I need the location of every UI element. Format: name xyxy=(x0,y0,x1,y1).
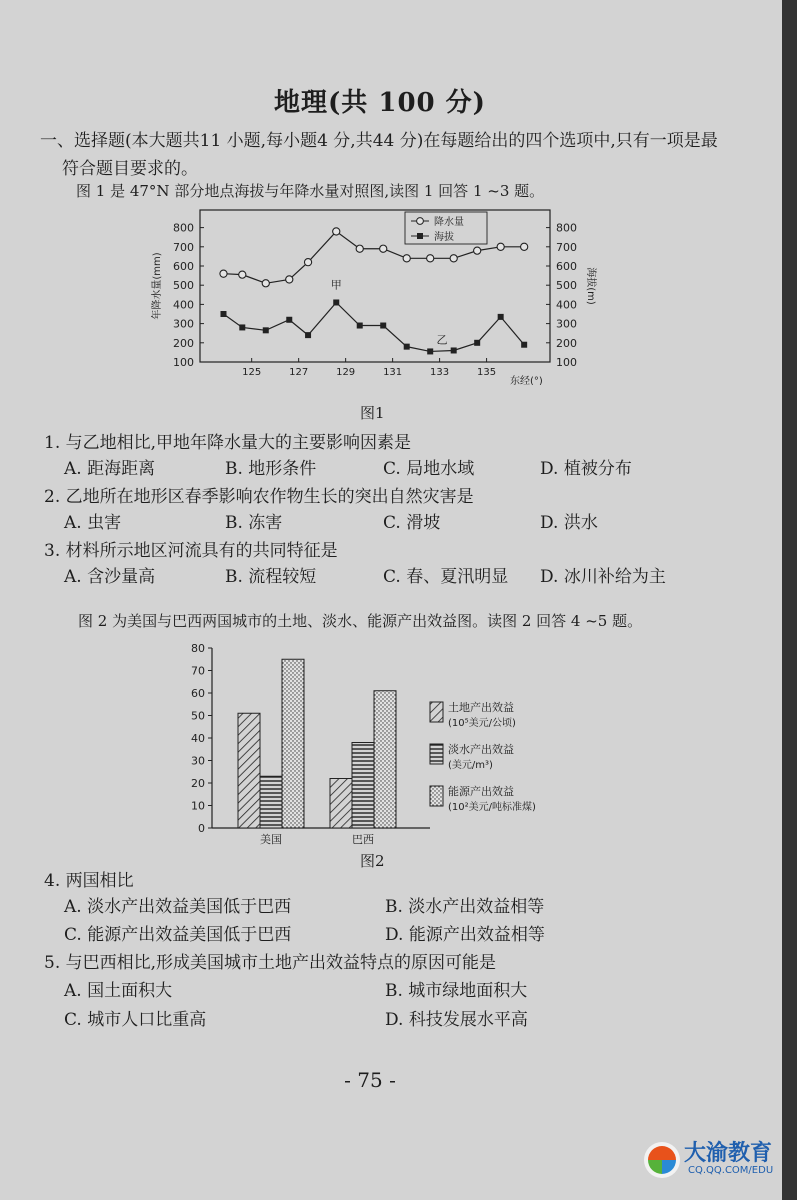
legend-swatch xyxy=(430,744,443,764)
precip-point xyxy=(403,255,410,262)
legend-series-label: 土地产出效益 xyxy=(448,701,514,714)
y-right-tick-label: 400 xyxy=(556,298,577,312)
precip-point xyxy=(304,259,311,266)
fig1-intro: 图 1 是 47°N 部分地点海拔与年降水量对照图,读图 1 回答 1 ~3 题。 xyxy=(76,182,545,200)
y-tick-label: 50 xyxy=(191,709,205,723)
elevation-point xyxy=(404,344,410,350)
q2-option-a: A. 虫害 xyxy=(64,513,122,533)
logo-name: 大渝教育 xyxy=(684,1141,773,1166)
figure2-caption: 图2 xyxy=(360,852,385,870)
legend-precip-marker xyxy=(417,218,424,225)
q5-stem: 5. 与巴西相比,形成美国城市土地产出效益特点的原因可能是 xyxy=(44,953,497,973)
y-left-axis-label: 年降水量(mm) xyxy=(152,252,163,320)
bar xyxy=(352,743,374,829)
section-instruction-line2: 符合题目要求的。 xyxy=(62,159,198,179)
q5-option-b: B. 城市绿地面积大 xyxy=(385,981,528,1001)
precip-point xyxy=(427,255,434,262)
q3-option-d: D. 冰川补给为主 xyxy=(540,567,666,587)
q4-stem: 4. 两国相比 xyxy=(44,871,134,891)
elevation-point xyxy=(451,347,457,353)
figure1-chart xyxy=(140,200,600,385)
y-right-tick-label: 100 xyxy=(556,356,577,369)
x-tick-label: 131 xyxy=(383,367,403,378)
precip-point xyxy=(356,245,363,252)
precip-point xyxy=(286,276,293,283)
q1-option-d: D. 植被分布 xyxy=(540,459,632,479)
y-right-tick-label: 300 xyxy=(556,317,577,331)
y-right-tick-label: 200 xyxy=(556,336,577,350)
plot-frame xyxy=(200,210,550,362)
precip-point xyxy=(239,271,246,278)
y-left-tick-label: 600 xyxy=(173,260,194,273)
q2-option-b: B. 冻害 xyxy=(225,513,283,533)
legend-series-label: 淡水产出效益 xyxy=(448,743,514,756)
q1-option-a: A. 距海距离 xyxy=(64,459,156,479)
q3-option-a: A. 含沙量高 xyxy=(64,567,156,587)
x-axis-label: 东经(°) xyxy=(510,376,543,385)
q4-option-b: B. 淡水产出效益相等 xyxy=(385,897,545,917)
precip-point xyxy=(262,280,269,287)
elevation-point xyxy=(498,314,504,320)
elevation-point xyxy=(474,340,480,346)
y-tick-label: 0 xyxy=(198,822,205,835)
y-tick-label: 60 xyxy=(191,687,205,700)
y-tick-label: 10 xyxy=(191,799,205,813)
y-tick-label: 40 xyxy=(191,732,205,745)
x-tick-label: 129 xyxy=(336,367,356,378)
legend-swatch xyxy=(430,786,443,806)
point-annotation: 甲 xyxy=(330,278,342,292)
elevation-point xyxy=(220,311,226,317)
q5-option-d: D. 科技发展水平高 xyxy=(385,1010,528,1030)
x-category-label: 巴西 xyxy=(352,833,374,846)
legend xyxy=(405,212,487,244)
legend-elevation-label: 海拔 xyxy=(434,232,454,243)
fig2-intro: 图 2 为美国与巴西两国城市的土地、淡水、能源产出效益图。读图 2 回答 4 ~5 题。 xyxy=(78,612,643,630)
elevation-point xyxy=(286,317,292,323)
q5-option-a: A. 国土面积大 xyxy=(64,981,173,1001)
q5-option-c: C. 城市人口比重高 xyxy=(64,1010,207,1030)
precip-point xyxy=(497,243,504,250)
elevation-point xyxy=(357,323,363,329)
elevation-point xyxy=(521,342,527,348)
precip-point xyxy=(474,247,481,254)
legend-series-label: 能源产出效益 xyxy=(448,785,514,798)
page-title: 地理(共 100 分) xyxy=(274,88,486,118)
page-shadow-edge xyxy=(782,0,797,1200)
precip-point xyxy=(380,245,387,252)
q2-stem: 2. 乙地所在地形区春季影响农作物生长的突出自然灾害是 xyxy=(44,487,474,507)
bar xyxy=(260,776,282,828)
page-number: - 75 - xyxy=(344,1068,396,1092)
y-tick-label: 70 xyxy=(191,664,205,678)
bar xyxy=(238,713,260,828)
y-tick-label: 30 xyxy=(191,754,205,768)
elevation-point xyxy=(380,323,386,329)
legend-elevation-marker xyxy=(417,233,423,239)
x-tick-label: 125 xyxy=(242,367,262,378)
y-tick-label: 20 xyxy=(191,777,205,790)
q4-option-c: C. 能源产出效益美国低于巴西 xyxy=(64,925,292,945)
y-left-tick-label: 500 xyxy=(173,279,194,293)
bar xyxy=(374,691,396,828)
logo-url: CQ.QQ.COM/EDU xyxy=(688,1165,774,1176)
x-tick-label: 133 xyxy=(430,367,450,378)
x-tick-label: 135 xyxy=(477,367,497,378)
y-left-tick-label: 200 xyxy=(173,336,194,350)
y-left-tick-label: 300 xyxy=(173,317,194,331)
x-tick-label: 127 xyxy=(289,367,309,378)
figure1-caption: 图1 xyxy=(360,404,385,422)
precip-point xyxy=(220,270,227,277)
precip-point xyxy=(333,228,340,235)
q4-option-d: D. 能源产出效益相等 xyxy=(385,925,545,945)
y-right-tick-label: 800 xyxy=(556,221,577,235)
legend xyxy=(430,700,536,813)
y-left-tick-label: 100 xyxy=(173,356,194,369)
y-left-tick-label: 400 xyxy=(173,298,194,312)
bar xyxy=(330,779,352,829)
elevation-point xyxy=(239,324,245,330)
q1-option-b: B. 地形条件 xyxy=(225,459,317,479)
figure2-chart xyxy=(180,640,600,855)
y-tick-label: 80 xyxy=(191,642,205,655)
elevation-point xyxy=(333,299,339,305)
y-left-tick-label: 700 xyxy=(173,240,194,254)
legend-series-unit: (美元/m³) xyxy=(448,760,493,771)
legend-swatch xyxy=(430,702,443,722)
point-annotation: 乙 xyxy=(436,333,448,347)
precip-point xyxy=(450,255,457,262)
q1-stem: 1. 与乙地相比,甲地年降水量大的主要影响因素是 xyxy=(44,433,412,453)
y-right-tick-label: 500 xyxy=(556,279,577,293)
y-left-tick-label: 800 xyxy=(173,221,194,235)
bar xyxy=(282,659,304,828)
q4-option-a: A. 淡水产出效益美国低于巴西 xyxy=(64,897,292,917)
legend-series-unit: (10²美元/吨标准煤) xyxy=(448,802,536,813)
q3-option-c: C. 春、夏汛明显 xyxy=(383,567,509,587)
elevation-point xyxy=(427,348,433,354)
q3-stem: 3. 材料所示地区河流具有的共同特征是 xyxy=(44,541,338,561)
q2-option-c: C. 滑坡 xyxy=(383,513,441,533)
y-right-tick-label: 700 xyxy=(556,240,577,254)
q3-option-b: B. 流程较短 xyxy=(225,567,317,587)
elevation-point xyxy=(305,332,311,338)
q1-option-c: C. 局地水域 xyxy=(383,459,475,479)
x-category-label: 美国 xyxy=(260,833,282,846)
y-right-tick-label: 600 xyxy=(556,260,577,273)
y-right-axis-label: 海拔(m) xyxy=(585,267,596,305)
elevation-point xyxy=(263,327,269,333)
q2-option-d: D. 洪水 xyxy=(540,513,598,533)
section-instruction-line1: 一、选择题(本大题共11 小题,每小题4 分,共44 分)在每题给出的四个选项中,只有一项是最 xyxy=(40,131,718,151)
precip-point xyxy=(521,243,528,250)
legend-precip-label: 降水量 xyxy=(434,217,464,228)
legend-series-unit: (10⁵美元/公顷) xyxy=(448,718,516,729)
